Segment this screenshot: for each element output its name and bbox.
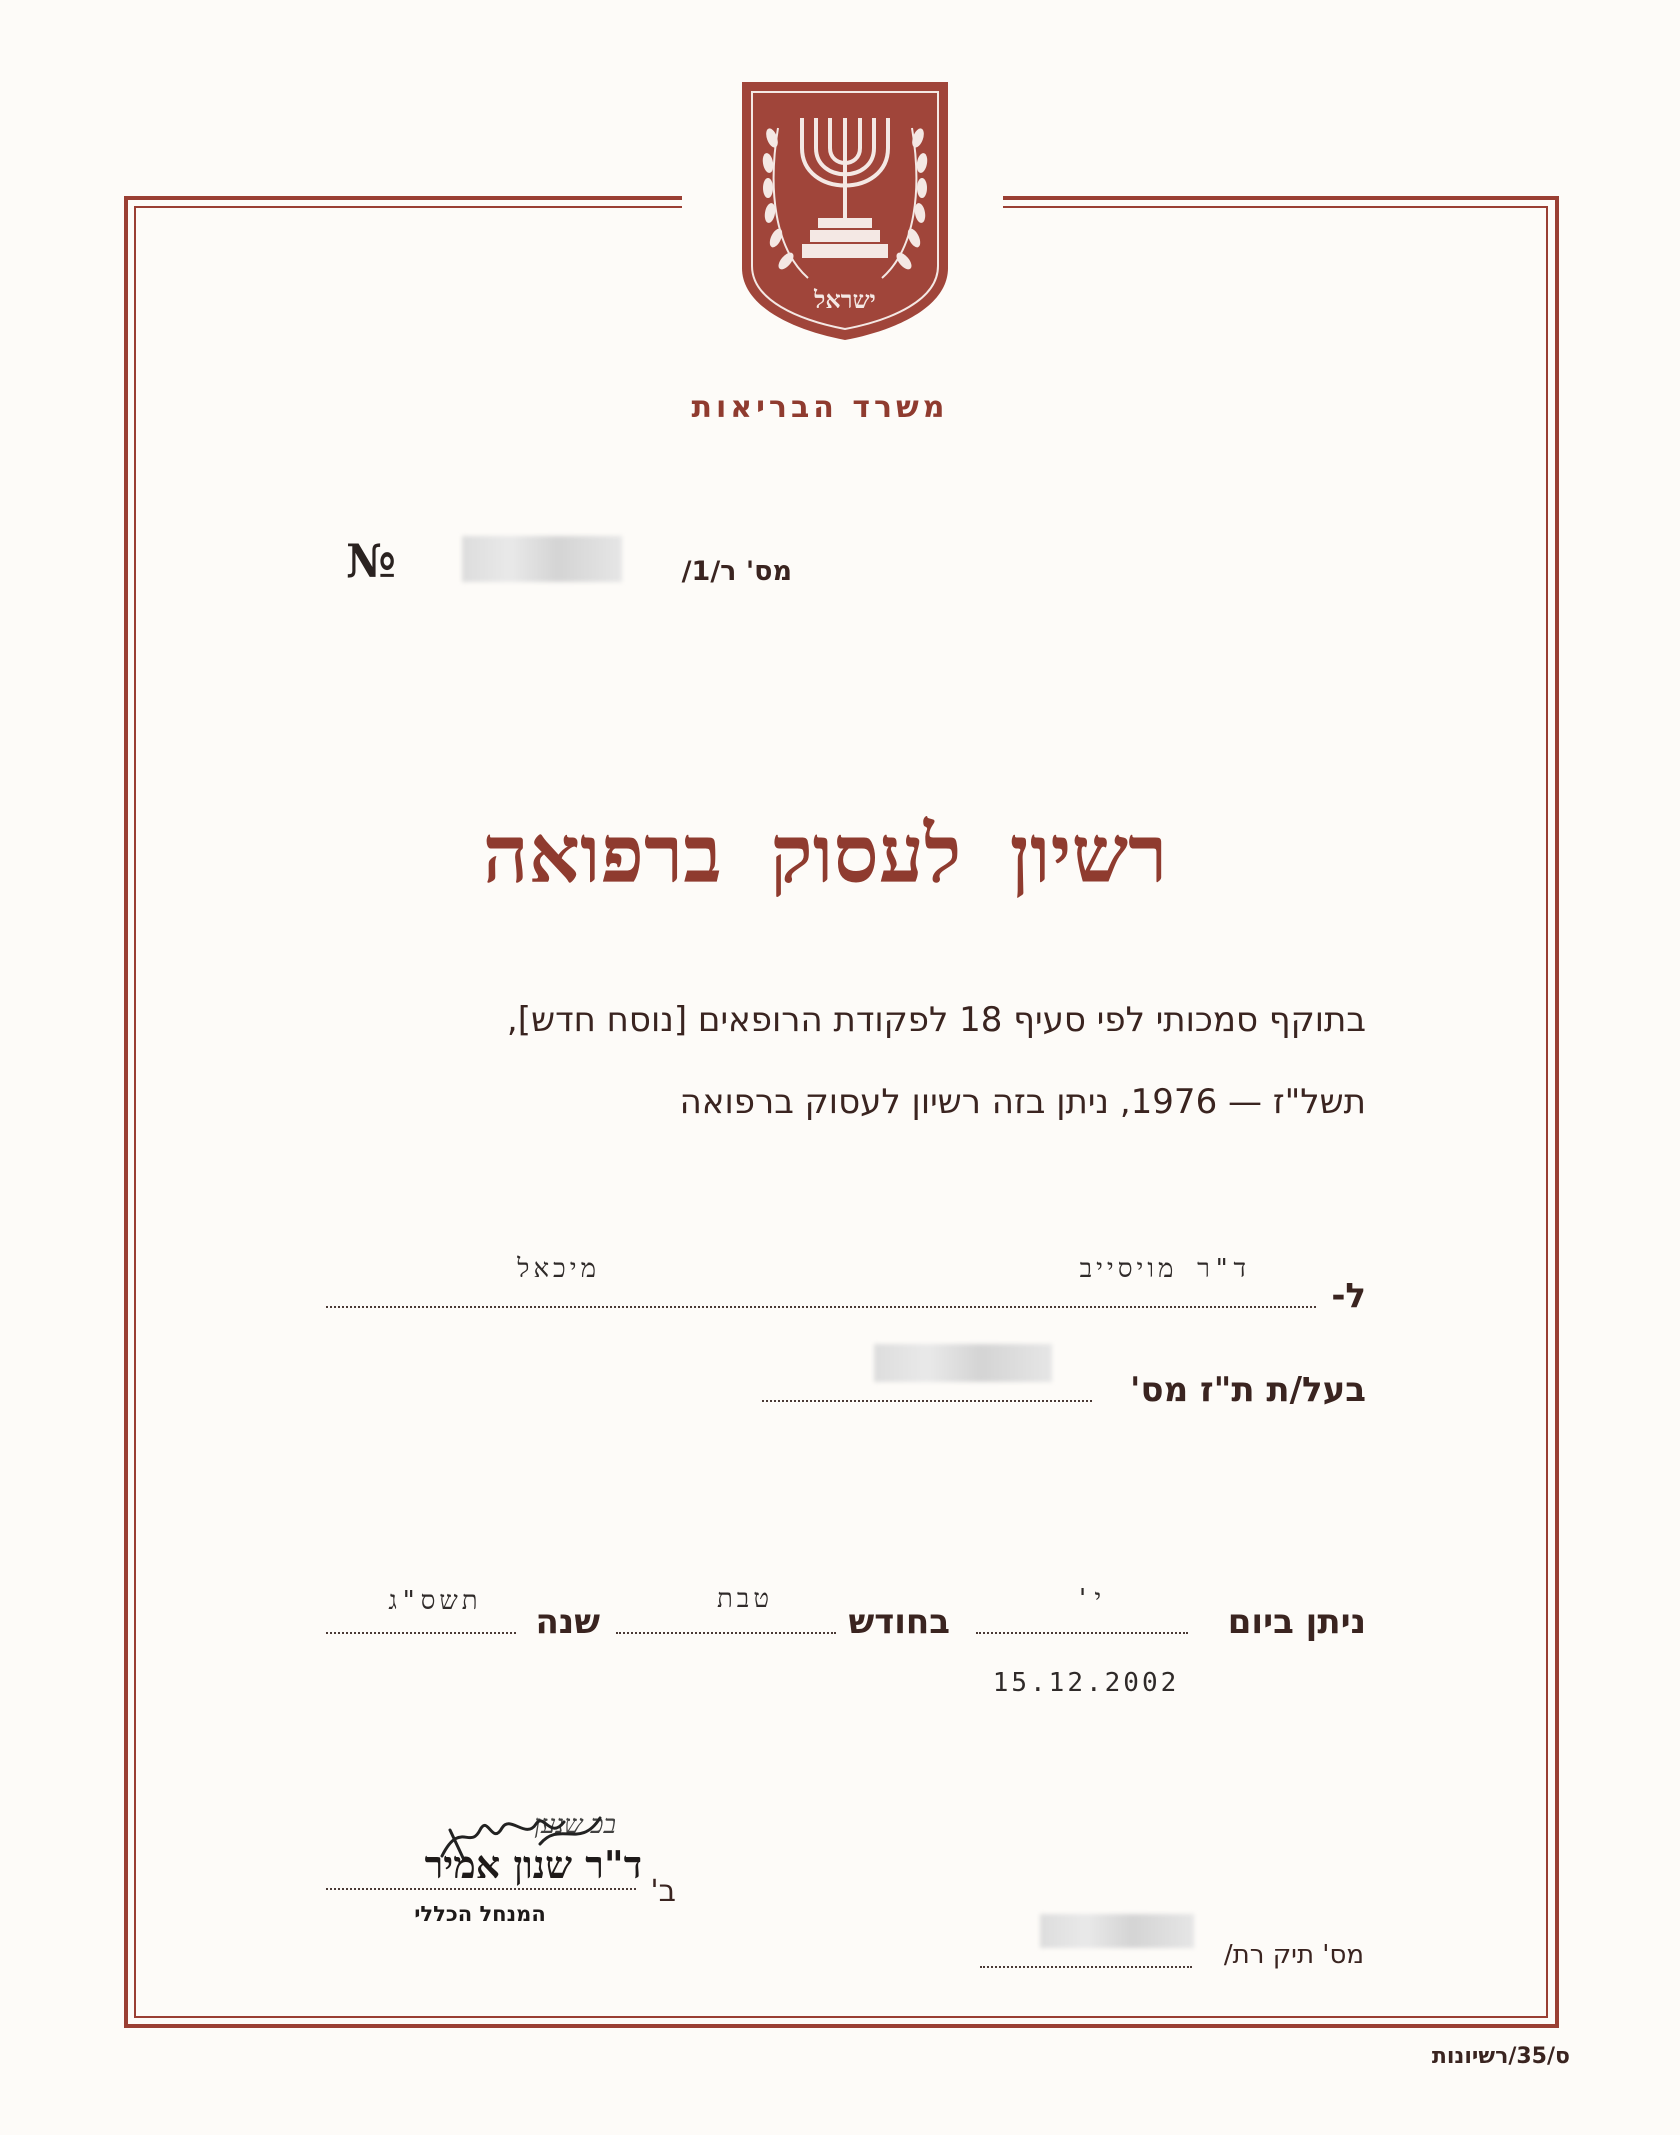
signature-marks: בכ שנען bbox=[534, 1810, 616, 1840]
frame-right bbox=[1555, 196, 1559, 2028]
redacted-license-number bbox=[462, 536, 622, 582]
signer-name: ד"ר שנון אמיר bbox=[424, 1842, 642, 1887]
signed-for: ב' bbox=[650, 1874, 676, 1909]
signature-line bbox=[326, 1888, 636, 1890]
issue-year: תשס"ג bbox=[388, 1586, 482, 1616]
issue-day: י' bbox=[1074, 1584, 1106, 1614]
recipient-first-name: מיכאל bbox=[517, 1254, 600, 1284]
form-code: ס/35/רשיונות bbox=[1431, 2044, 1570, 2069]
emblem-icon bbox=[738, 78, 952, 344]
id-label: בעל/ת ת"ז מס' bbox=[1130, 1370, 1366, 1410]
signer-title: המנחל הכללי bbox=[414, 1902, 546, 1926]
page-title: רשיון לעסוק ברפואה bbox=[482, 808, 1168, 901]
recipient-line bbox=[326, 1306, 1316, 1308]
body-line-1: בתוקף סמכותי לפי סעיף 18 לפקודת הרופאים [נוסח חדש], bbox=[506, 1000, 1366, 1040]
frame-top-left-inner bbox=[134, 206, 682, 208]
issue-month: טבת bbox=[716, 1584, 774, 1614]
issue-day-line bbox=[976, 1632, 1188, 1634]
number-label: מס' ר/1/ bbox=[681, 556, 792, 587]
frame-left bbox=[124, 196, 128, 2028]
file-label: מס' תיק רת/ bbox=[1223, 1940, 1364, 1970]
file-line bbox=[980, 1966, 1192, 1968]
recipient-surname: ד"ר מויסייב bbox=[1079, 1254, 1250, 1284]
frame-bottom bbox=[124, 2024, 1559, 2028]
frame-left-inner bbox=[134, 206, 136, 2018]
frame-top-left bbox=[124, 196, 682, 200]
issue-day-label: ניתן ביום bbox=[1227, 1602, 1366, 1642]
issue-month-label: בחודש bbox=[848, 1602, 950, 1642]
redacted-file-number bbox=[1040, 1914, 1194, 1948]
id-line bbox=[762, 1400, 1092, 1402]
issue-year-label: שנה bbox=[535, 1602, 600, 1642]
body-line-2: תשל"ז — 1976, ניתן בזה רשיון לעסוק ברפואה bbox=[679, 1082, 1366, 1122]
frame-right-inner bbox=[1546, 206, 1548, 2018]
frame-top-right-inner bbox=[1003, 206, 1548, 208]
number-symbol: № bbox=[346, 534, 396, 588]
recipient-prefix: ל- bbox=[1331, 1276, 1366, 1316]
emblem-caption: ישראל bbox=[814, 285, 876, 314]
redacted-id-number bbox=[874, 1344, 1052, 1382]
issue-month-line bbox=[616, 1632, 836, 1634]
issue-year-line bbox=[326, 1632, 516, 1634]
issue-gregorian-date: 15.12.2002 bbox=[992, 1668, 1180, 1698]
frame-bottom-inner bbox=[134, 2016, 1548, 2018]
frame-top-right bbox=[1003, 196, 1559, 200]
ministry-name: משרד הבריאות bbox=[691, 390, 949, 425]
